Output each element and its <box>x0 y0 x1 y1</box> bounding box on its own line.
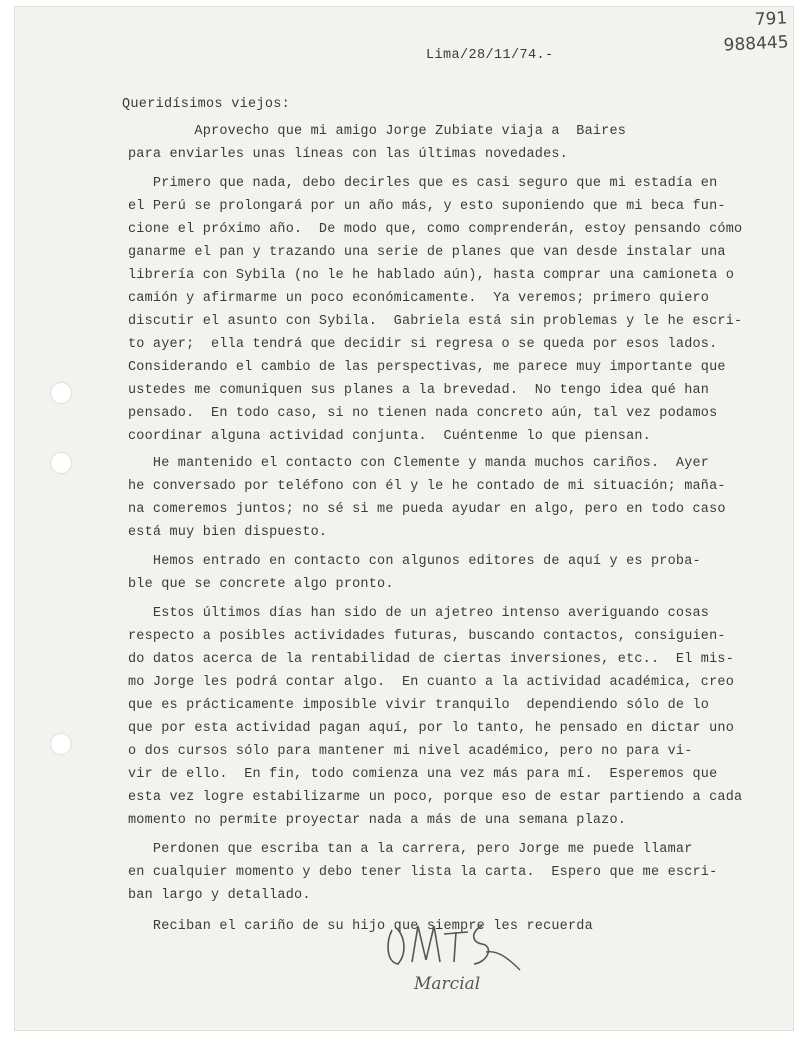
letter-line: para enviarles unas líneas con las últimas novedades. <box>128 147 568 162</box>
letter-line: ganarme el pan y trazando una serie de planes que van desde instalar una <box>128 245 726 260</box>
letter-line: he conversado por teléfono con él y le he contado de mi situación; maña- <box>128 479 726 494</box>
letter-line: Perdonen que escriba tan a la carrera, pero Jorge me puede llamar <box>128 842 693 857</box>
letter-line: esta vez logre estabilizarme un poco, porque eso de estar partiendo a cada <box>128 790 743 805</box>
letter-line: ban largo y detallado. <box>128 888 311 903</box>
letter-line: coordinar alguna actividad conjunta. Cuéntenme lo que piensan. <box>128 429 651 444</box>
letter-line: el Perú se prolongará por un año más, y esto suponiendo que mi beca fun- <box>128 199 726 214</box>
punch-hole <box>50 733 72 755</box>
punch-hole <box>50 452 72 474</box>
letter-line: Aprovecho que mi amigo Jorge Zubiate viaja a Baires <box>128 124 627 139</box>
letter-line: Hemos entrado en contacto con algunos editores de aquí y es proba- <box>128 554 701 569</box>
letter-line: ble que se concrete algo pronto. <box>128 577 394 592</box>
letter-line: Considerando el cambio de las perspectivas, me parece muy importante que <box>128 360 726 375</box>
letter-line: momento no permite proyectar nada a más de una semana plazo. <box>128 813 627 828</box>
letter-line: mo Jorge les podrá contar algo. En cuanto a la actividad académica, creo <box>128 675 734 690</box>
signature <box>378 912 538 1002</box>
letter-line: o dos cursos sólo para mantener mi nivel académico, pero no para vi- <box>128 744 693 759</box>
letter-line: que es prácticamente imposible vivir tranquilo dependiendo sólo de lo <box>128 698 710 713</box>
letter-line: vir de ello. En fin, todo comienza una vez más para mí. Esperemos que <box>128 767 718 782</box>
letter-line: camión y afirmarme un poco económicamente. Ya veremos; primero quiero <box>128 291 710 306</box>
letter-line: Reciban el cariño de su hijo que siempre les recuerda <box>128 919 593 934</box>
letter-line: ustedes me comuniquen sus planes a la brevedad. No tengo idea qué han <box>128 383 710 398</box>
letter-greeting: Queridísimos viejos: <box>122 97 291 112</box>
letter-line: He mantenido el contacto con Clemente y manda muchos cariños. Ayer <box>128 456 710 471</box>
letter-line: na comeremos juntos; no sé si me pueda ayudar en algo, pero en todo caso <box>128 502 726 517</box>
punch-hole <box>50 382 72 404</box>
letter-line: en cualquier momento y debo tener lista la carta. Espero que me escri- <box>128 865 718 880</box>
letter-line: Estos últimos días han sido de un ajetreo intenso averiguando cosas <box>128 606 710 621</box>
signature-name: Marcial <box>414 974 481 994</box>
letter-line: Primero que nada, debo decirles que es casi seguro que mi estadía en <box>128 176 718 191</box>
signature-scribble-icon <box>378 912 538 982</box>
letter-line: pensado. En todo caso, si no tienen nada concreto aún, tal vez podamos <box>128 406 718 421</box>
archive-number <box>722 6 789 57</box>
letter-line: que por esta actividad pagan aquí, por lo tanto, he pensado en dictar uno <box>128 721 734 736</box>
letter-line: librería con Sybila (no le he hablado aún), hasta comprar una camioneta o <box>128 268 734 283</box>
letter-date: Lima/28/11/74.- <box>426 48 554 63</box>
letter-line: está muy bien dispuesto. <box>128 525 328 540</box>
letter-line: do datos acerca de la rentabilidad de ciertas inversiones, etc.. El mis- <box>128 652 734 667</box>
letter-line: discutir el asunto con Sybila. Gabriela está sin problemas y le he escri- <box>128 314 743 329</box>
archive-number-bottom: 988445 <box>723 32 790 56</box>
letter-line: to ayer; ella tendrá que decidir si regresa o se queda por esos lados. <box>128 337 718 352</box>
letter-line: respecto a posibles actividades futuras, buscando contactos, consiguien- <box>128 629 726 644</box>
letter-line: cione el próximo año. De modo que, como comprenderán, estoy pensando cómo <box>128 222 743 237</box>
archive-number-top: 791 <box>754 8 788 31</box>
